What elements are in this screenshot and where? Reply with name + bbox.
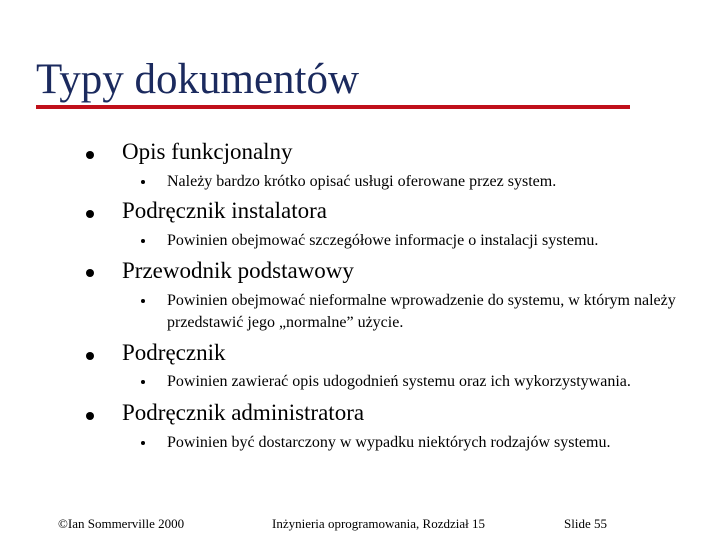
sub-bullet-text: Powinien obejmować nieformalne wprowadzenie do systemu, w którym należy przedstawić jego „normalne” użycie. bbox=[167, 292, 676, 331]
slide-title: Typy dokumentów bbox=[36, 56, 360, 103]
bullet-label: Podręcznik administratora bbox=[122, 400, 365, 425]
sub-bullet-text: Powinien być dostarczony w wypadku niektórych rodzajów systemu. bbox=[167, 434, 611, 451]
bullet-label: Podręcznik instalatora bbox=[122, 198, 328, 223]
bullet-dot bbox=[86, 210, 94, 218]
title-underline bbox=[36, 105, 630, 109]
sub-bullet-dot bbox=[141, 180, 145, 184]
bullet-label: Podręcznik bbox=[122, 340, 226, 365]
sub-bullet-text: Należy bardzo krótko opisać usługi oferowane przez system. bbox=[167, 173, 557, 190]
sub-bullet-dot bbox=[141, 239, 145, 243]
bullet-dot bbox=[86, 352, 94, 360]
sub-bullet-dot bbox=[141, 441, 145, 445]
bullet-dot bbox=[86, 412, 94, 420]
bullet-label: Przewodnik podstawowy bbox=[122, 258, 354, 283]
sub-bullet-dot bbox=[141, 299, 145, 303]
bullet-dot bbox=[86, 269, 94, 277]
bullet-label: Opis funkcjonalny bbox=[122, 139, 293, 164]
footer-slide-number: Slide 55 bbox=[564, 516, 607, 531]
sub-bullet-text: Powinien zawierać opis udogodnień systemu oraz ich wykorzystywania. bbox=[167, 373, 631, 390]
sub-bullet-text: Powinien obejmować szczegółowe informacje o instalacji systemu. bbox=[167, 232, 599, 249]
footer-course: Inżynieria oprogramowania, Rozdział 15 bbox=[272, 516, 485, 531]
sub-bullet-dot bbox=[141, 380, 145, 384]
bullet-dot bbox=[86, 151, 94, 159]
footer-copyright: ©Ian Sommerville 2000 bbox=[58, 516, 185, 531]
